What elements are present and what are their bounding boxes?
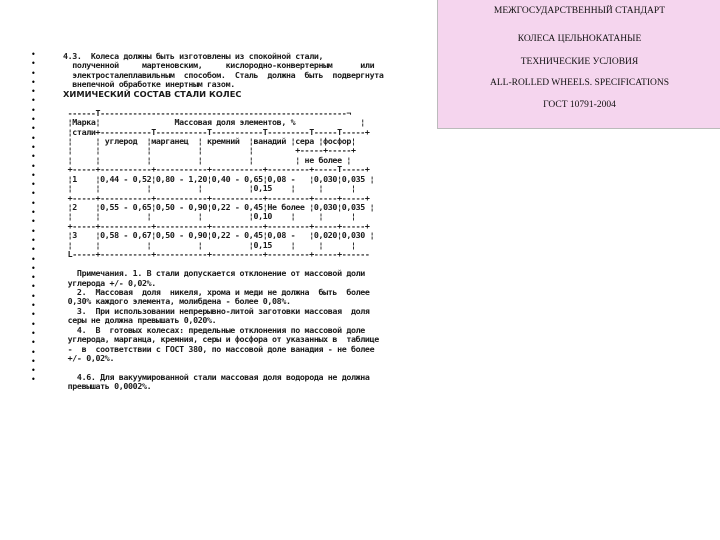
bullet-10: • [31,142,36,152]
text-line: ¦ ¦ ¦ ¦ ¦0,15 ¦ ¦ ¦ [63,183,356,194]
text-line: ¦1 ¦0,44 - 0,52¦0,80 - 1,20¦0,40 - 0,65¦0,08 - ¦0,030¦0,035 ¦ [63,173,375,184]
bullet-9: • [31,133,36,143]
bullet-18: • [31,217,36,227]
bullet-29: • [31,319,36,329]
table-heading: ХИМИЧЕСКИЙ СОСТАВ СТАЛИ КОЛЕС [63,88,242,99]
standard-header-box [437,0,720,129]
bullet-30: • [31,328,36,338]
text-line: серы не должна превышать 0,020%. [63,315,217,326]
bullet-32: • [31,347,36,357]
bullet-16: • [31,198,36,208]
text-line: ¦ ¦ ¦ ¦ ¦ ¦ не более ¦ [63,154,351,165]
bullet-1: • [31,59,36,69]
bullet-15: • [31,189,36,199]
bullet-33: • [31,356,36,366]
standard-title: КОЛЕСА ЦЕЛЬНОКАТАНЫЕ [517,34,642,44]
bullet-13: • [31,170,36,180]
text-line: L-----+-----------+-----------+-----------+---------+-----+------ [63,249,370,260]
text-line: +/- 0,02%. [63,353,115,363]
document-body [63,52,443,392]
text-line: +-----+-----------+-----------+-----------+---------+-----T-----+ [63,164,370,175]
bullet-31: • [31,338,36,348]
bullet-26: • [31,291,36,301]
standard-english-title: ALL-ROLLED WHEELS. SPECIFICATIONS [489,78,669,88]
text-line: Примечания. 1. В стали допускается отклонение от массовой доли [63,268,365,279]
bullet-7: • [31,115,36,125]
bullet-27: • [31,301,36,311]
text-line: ¦2 ¦0,55 - 0,65¦0,50 - 0,90¦0,22 - 0,45¦Не более ¦0,030¦0,035 ¦ [63,202,375,212]
text-line: 4.3. Колеса должны быть изготовлены из спокойной стали, [63,51,324,61]
bullet-column [31,50,41,385]
bullet-4: • [31,87,36,97]
bullet-23: • [31,263,36,273]
text-line: 4.6. Для вакуумированной стали массовая доля водорода не должна [63,371,370,382]
text-line: внепечной обработке инертным газом. [63,79,235,90]
standard-subtitle: ТЕХНИЧЕСКИЕ УСЛОВИЯ [520,57,639,67]
bullet-25: • [31,282,36,292]
standard-type: МЕЖГОСУДАРСТВЕННЫЙ СТАНДАРТ [493,6,666,16]
text-line: ¦ ¦ ¦ ¦ ¦0,15 ¦ ¦ ¦ [63,239,356,250]
text-line: электросталеплавильным способом. Сталь должна быть подвергнута [63,69,384,80]
bullet-2: • [31,68,36,78]
text-line: ¦ ¦ ¦ ¦ ¦0,10 ¦ ¦ ¦ [63,211,356,222]
bullet-28: • [31,310,36,320]
text-line: полученной мартеновским, кислородно-конвертерным или [63,60,375,71]
bullet-19: • [31,226,36,236]
bullet-35: • [31,375,36,385]
text-line: углерода +/- 0,02%. [63,277,156,288]
text-line: ¦ ¦ углерод ¦марганец ¦ кремний ¦ванадий ¦сера ¦фосфор¦ [63,135,356,146]
bullet-22: • [31,254,36,264]
text-line: ¦ ¦ ¦ ¦ ¦ +-----+-----+ [63,145,356,156]
bullet-11: • [31,152,36,162]
bullet-8: • [31,124,36,134]
text-line: +-----+-----------+-----------+-----------+---------+-----+-----+ [63,192,370,203]
bullet-17: • [31,208,36,218]
text-line: 3. При использовании непрерывно-литой заготовки массовая доля [63,305,370,316]
text-line: превышать 0,0002%. [63,381,152,392]
bullet-5: • [31,96,36,106]
bullet-21: • [31,245,36,255]
bullet-0: • [31,50,36,59]
bullet-24: • [31,273,36,283]
text-line: ¦стали+-----------T-----------T-----------T---------T-----T-----+ [63,126,370,137]
text-line: - в соответствии с ГОСТ 380, по массовой доле ванадия - не более [63,343,375,354]
text-line: 0,30% каждого элемента, молибдена - более 0,08%. [63,296,291,307]
text-line: +-----+-----------+-----------+-----------+---------+-----+-----+ [63,220,370,231]
bullet-14: • [31,180,36,190]
bullet-3: • [31,77,36,87]
text-line: ------T-----------------------------------------------------¬ [63,107,351,118]
text-line: 2. Массовая доля никеля, хрома и меди не должна быть более [63,286,370,297]
bullet-20: • [31,235,36,245]
bullet-12: • [31,161,36,171]
bullet-6: • [31,105,36,115]
text-line: углерода, марганца, кремния, серы и фосфора от указанных в таблице [63,334,379,345]
text-line: ¦Марка¦ Массовая доля элементов, % ¦ [63,117,365,128]
text-line: 4. В готовых колесах: предельные отклонения по массовой доле [63,324,365,335]
text-line: ¦3 ¦0,58 - 0,67¦0,50 - 0,90¦0,22 - 0,45¦0,08 - ¦0,020¦0,030 ¦ [63,230,375,241]
standard-gost-number: ГОСТ 10791-2004 [543,100,616,110]
bullet-34: • [31,366,36,376]
